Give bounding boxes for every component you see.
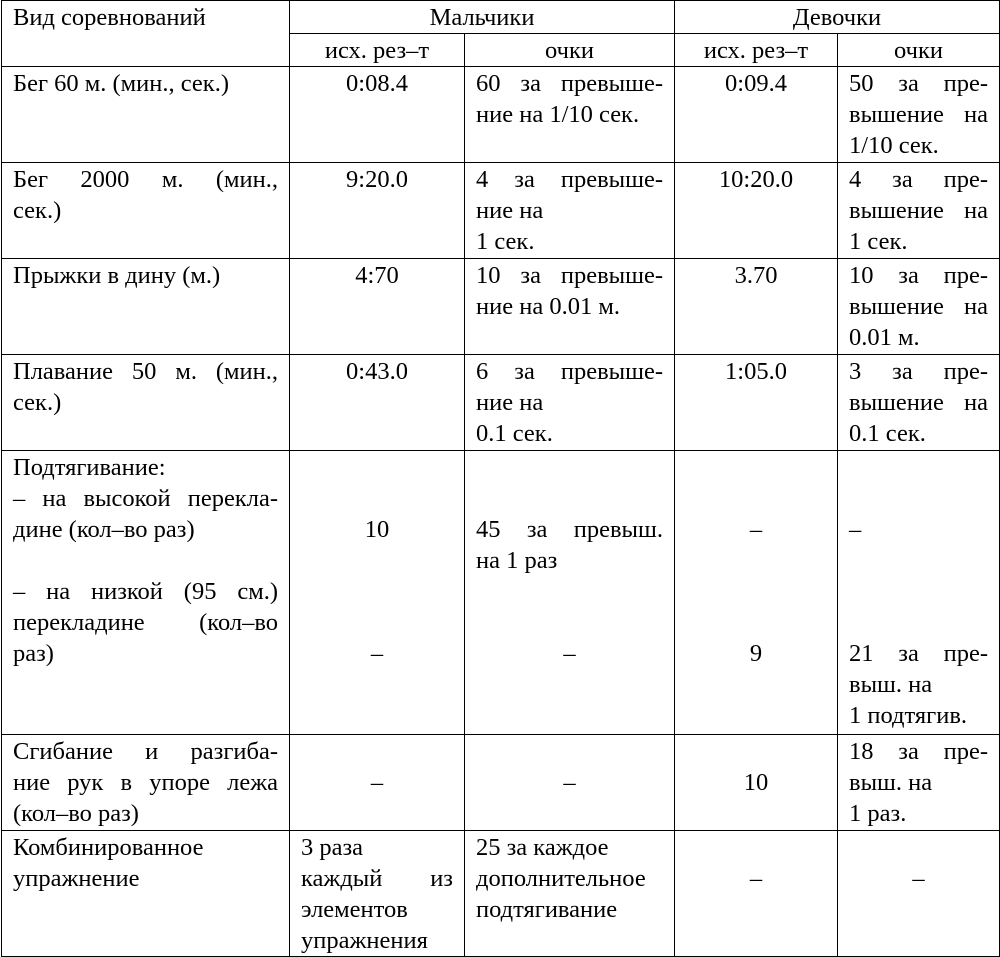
event-cell	[2, 67, 290, 163]
event-line: Бег 2000 м. (мин.,	[13, 166, 278, 193]
boys-points-line: ние на	[476, 197, 544, 224]
cell-spacer	[301, 545, 453, 576]
header-boys-label: Мальчики	[429, 4, 535, 31]
girls-points-line: 3 за пре-	[849, 358, 989, 385]
boys-points-line: ние на 1/10 сек.	[476, 101, 640, 128]
cell-spacer	[686, 576, 826, 607]
boys-points-line: 6 за превыше-	[476, 358, 664, 385]
event-line: упражнение	[13, 865, 140, 892]
girls-result-cell	[675, 735, 838, 831]
girls-result: 0:09.4	[725, 70, 787, 97]
girls-points-cell	[838, 163, 1000, 259]
girls-result-cell	[675, 451, 838, 735]
cell-spacer	[686, 832, 826, 863]
boys-result-cell	[290, 67, 465, 163]
boys-result-line: каждый из	[301, 865, 453, 892]
boys-points-cell	[465, 451, 675, 735]
cell-spacer	[849, 545, 988, 576]
event-line: раз)	[13, 640, 54, 667]
cell-spacer	[849, 452, 988, 483]
table-row	[2, 259, 1000, 355]
boys-points-line: 0.1 сек.	[476, 420, 553, 447]
girls-result: 10	[743, 769, 769, 796]
boys-result: 4:70	[355, 262, 399, 289]
event-line: Комбинированное	[13, 834, 204, 861]
girls-points-line: 10 за пре-	[849, 262, 989, 289]
event-line: (кол–во раз)	[13, 800, 139, 827]
girls-result: 3.70	[734, 262, 778, 289]
header-boys-result	[290, 34, 465, 67]
girls-points-line: 1 раз.	[849, 800, 907, 827]
girls-points-line: 1/10 сек.	[849, 132, 939, 159]
header-boys	[290, 1, 675, 34]
event-line: ние рук в упоре лежа	[13, 769, 278, 796]
table-row	[2, 355, 1000, 451]
boys-points-cell	[465, 67, 675, 163]
girls-points-line: 18 за пре-	[849, 738, 989, 765]
cell-spacer	[476, 607, 663, 638]
header-boys-points	[465, 34, 675, 67]
event-line: дине (кол–во раз)	[13, 516, 195, 543]
boys-result-cell	[290, 163, 465, 259]
event-line: Плавание 50 м. (мин.,	[13, 358, 278, 385]
boys-points-line: –	[563, 640, 576, 667]
event-line: Подтягивание:	[13, 454, 166, 481]
girls-points-line: 21 за пре-	[849, 640, 989, 667]
cell-spacer	[686, 483, 826, 514]
boys-result: 10	[364, 516, 390, 543]
girls-result: –	[749, 516, 763, 543]
girls-points-line: выш. на	[849, 671, 933, 698]
boys-result: 0:08.4	[346, 70, 408, 97]
cell-spacer	[686, 607, 826, 638]
boys-result: 9:20.0	[346, 166, 408, 193]
event-line: – на высокой перекла-	[13, 485, 278, 512]
boys-points-line: 1 сек.	[476, 228, 535, 255]
boys-points-line: на 1 раз	[476, 547, 558, 574]
boys-result-line: элементов	[301, 896, 408, 923]
table-row	[2, 831, 1000, 957]
event-line: Прыжки в дину (м.)	[13, 262, 221, 289]
table-row	[2, 735, 1000, 831]
boys-result: –	[370, 769, 384, 796]
girls-points-line: 1 сек.	[849, 228, 908, 255]
cell-spacer	[301, 607, 453, 638]
boys-result-cell	[290, 451, 465, 735]
boys-points-line: дополнительное	[476, 865, 646, 892]
girls-points-line: вышение на	[849, 389, 989, 416]
event-cell	[2, 735, 290, 831]
girls-result-cell	[675, 831, 838, 957]
event-line: Бег 60 м. (мин., сек.)	[13, 70, 229, 97]
boys-points-cell	[465, 735, 675, 831]
girls-result: 10:20.0	[718, 166, 794, 193]
boys-result-line: 3 раза	[301, 834, 364, 861]
boys-points-line: 45 за превыш.	[476, 516, 664, 543]
boys-points-line: 60 за превыше-	[476, 70, 664, 97]
cell-spacer	[476, 483, 663, 514]
girls-points-cell	[838, 451, 1000, 735]
cell-spacer	[849, 483, 988, 514]
header-row-groups	[2, 1, 1000, 34]
boys-points-cell	[465, 259, 675, 355]
girls-result-cell	[675, 67, 838, 163]
girls-points-line: –	[849, 516, 862, 543]
boys-points-line: 25 за каждое	[476, 834, 609, 861]
boys-result: 0:43.0	[346, 358, 408, 385]
event-cell	[2, 355, 290, 451]
event-line: сек.)	[13, 197, 62, 224]
boys-points-cell	[465, 831, 675, 957]
girls-points-line: –	[912, 865, 925, 892]
header-boys-points-label: очки	[545, 37, 594, 64]
cell-spacer	[476, 576, 663, 607]
cell-spacer	[301, 576, 453, 607]
boys-points-line: 4 за превыше-	[476, 166, 664, 193]
boys-result: –	[370, 640, 384, 667]
girls-points-cell	[838, 735, 1000, 831]
boys-points-line: 10 за превыше-	[476, 262, 664, 289]
girls-points-line: вышение на	[849, 293, 989, 320]
cell-spacer	[849, 832, 988, 863]
competition-table	[1, 0, 1000, 957]
header-girls	[675, 1, 1000, 34]
boys-points-line: ние на	[476, 389, 544, 416]
cell-spacer	[849, 607, 988, 638]
girls-points-line: 4 за пре-	[849, 166, 989, 193]
girls-points-line: вышение на	[849, 197, 989, 224]
event-line: – на низкой (95 см.)	[13, 578, 278, 605]
event-line: перекладине (кол–во	[13, 609, 278, 636]
girls-points-line: 0.01 м.	[849, 324, 920, 351]
event-line: Сгибание и разгиба-	[13, 738, 278, 765]
girls-points-cell	[838, 355, 1000, 451]
girls-result: 1:05.0	[725, 358, 787, 385]
girls-points-cell	[838, 67, 1000, 163]
header-girls-points-label: очки	[894, 37, 943, 64]
girls-points-line: 50 за пре-	[849, 70, 989, 97]
girls-result: 9	[749, 640, 763, 667]
girls-result-cell	[675, 163, 838, 259]
header-girls-points	[838, 34, 1000, 67]
header-event-label: Вид соревнований	[13, 4, 206, 31]
header-girls-label: Девочки	[792, 4, 882, 31]
table-row	[2, 451, 1000, 735]
girls-result-cell	[675, 259, 838, 355]
cell-spacer	[686, 452, 826, 483]
event-spacer	[13, 545, 278, 576]
boys-points-line: подтягивание	[476, 896, 618, 923]
event-cell	[2, 163, 290, 259]
boys-result-cell	[290, 259, 465, 355]
header-girls-result-label: исх. рез–т	[703, 37, 809, 64]
boys-points-line: –	[563, 769, 576, 796]
cell-spacer	[686, 545, 826, 576]
boys-result-cell	[290, 355, 465, 451]
boys-points-line: ние на 0.01 м.	[476, 293, 620, 320]
cell-spacer	[301, 736, 453, 767]
cell-spacer	[476, 452, 663, 483]
boys-result-cell	[290, 735, 465, 831]
table-row	[2, 67, 1000, 163]
event-cell	[2, 259, 290, 355]
girls-points-cell	[838, 259, 1000, 355]
event-cell	[2, 451, 290, 735]
event-line: сек.)	[13, 389, 62, 416]
girls-points-cell	[838, 831, 1000, 957]
header-event	[2, 1, 290, 67]
girls-points-line: выш. на	[849, 769, 933, 796]
cell-spacer	[686, 736, 826, 767]
boys-points-cell	[465, 163, 675, 259]
boys-points-cell	[465, 355, 675, 451]
girls-points-line: 1 подтягив.	[849, 702, 968, 729]
boys-result-cell	[290, 831, 465, 957]
event-cell	[2, 831, 290, 957]
header-boys-result-label: исх. рез–т	[324, 37, 430, 64]
table-row	[2, 163, 1000, 259]
girls-points-line: вышение на	[849, 101, 989, 128]
girls-points-line: 0.1 сек.	[849, 420, 926, 447]
cell-spacer	[301, 452, 453, 483]
cell-spacer	[301, 483, 453, 514]
cell-spacer	[849, 576, 988, 607]
boys-result-line: упражнения	[301, 927, 428, 954]
girls-result: –	[749, 865, 763, 892]
cell-spacer	[476, 736, 663, 767]
header-girls-result	[675, 34, 838, 67]
girls-result-cell	[675, 355, 838, 451]
